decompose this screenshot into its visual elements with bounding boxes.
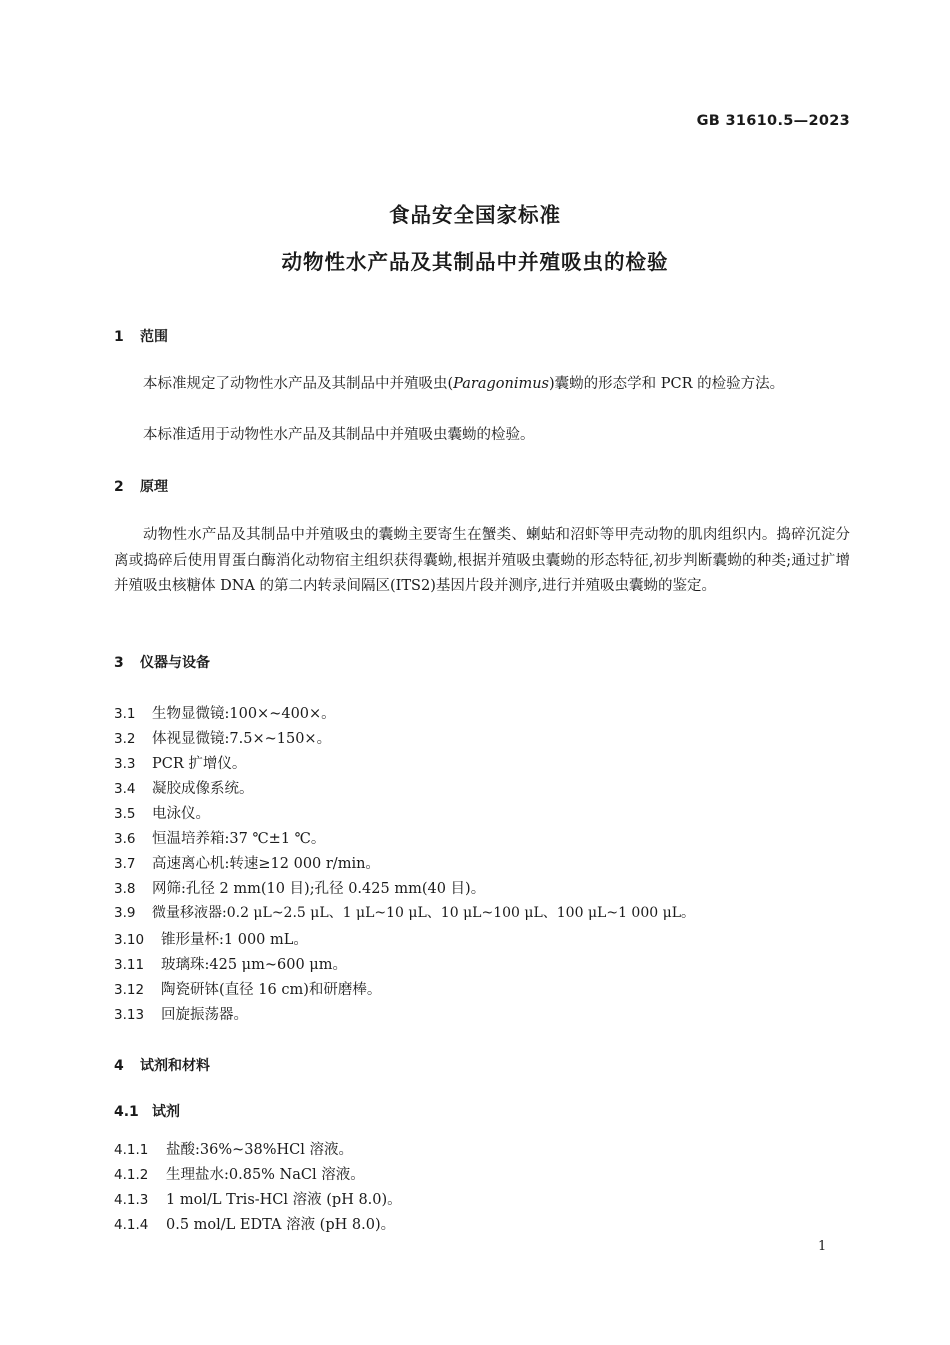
text-run: )囊蚴的形态学和 PCR 的检验方法。 [549, 376, 785, 392]
section-number: 2 [114, 479, 124, 495]
page-number: 1 [818, 1239, 827, 1254]
list-item: 3.8 网筛:孔径 2 mm(10 目);孔径 0.425 mm(40 目)。 [114, 881, 486, 897]
list-item: 3.11 玻璃珠:425 μm~600 μm。 [114, 957, 347, 973]
section-number: 4 [114, 1058, 124, 1074]
text-run: 本标准规定了动物性水产品及其制品中并殖吸虫( [143, 376, 454, 392]
paragraph [114, 372, 850, 398]
list-item: 3.6 恒温培养箱:37 ℃±1 ℃。 [114, 831, 326, 847]
list-item: 3.4 凝胶成像系统。 [114, 781, 254, 797]
standard-code: GB 31610.5—2023 [696, 113, 850, 129]
list-item: 3.2 体视显微镜:7.5×~150×。 [114, 731, 332, 747]
section-title: 仪器与设备 [140, 655, 210, 671]
section-number: 3 [114, 655, 124, 671]
list-item: 3.5 电泳仪。 [114, 806, 210, 822]
subsection-number: 4.1 [114, 1104, 139, 1120]
section-number: 1 [114, 329, 124, 345]
paragraph: 动物性水产品及其制品中并殖吸虫的囊蚴主要寄生在蟹类、蝲蛄和沼虾等甲壳动物的肌肉组织内。捣碎沉淀分离或捣碎后使用胃蛋白酶消化动物宿主组织获得囊蚴,根据并殖吸虫囊蚴的形态特征,初步判断囊蚴的种类;通过扩增并殖吸虫核糖体 DNA 的第二内转录间隔区(ITS2)基因片段并测序,进行并殖吸虫囊蚴的鉴定。 [114, 527, 850, 594]
list-item: 3.7 高速离心机:转速≥12 000 r/min。 [114, 856, 380, 872]
list-item: 4.1.1 盐酸:36%~38%HCl 溶液。 [114, 1142, 353, 1158]
list-item: 4.1.3 1 mol/L Tris-HCl 溶液 (pH 8.0)。 [114, 1192, 402, 1208]
list-item: 4.1.2 生理盐水:0.85% NaCl 溶液。 [114, 1167, 365, 1183]
latin-name: Paragonimus [453, 376, 549, 392]
paragraph: 本标准适用于动物性水产品及其制品中并殖吸虫囊蚴的检验。 [143, 427, 535, 443]
list-item: 3.9 微量移液器:0.2 μL~2.5 μL、1 μL~10 μL、10 μL~100 μL、100 μL~1 000 μL。 [114, 905, 695, 921]
subsection-heading-reagents [114, 1101, 180, 1121]
list-item: 4.1.4 0.5 mol/L EDTA 溶液 (pH 8.0)。 [114, 1217, 396, 1233]
list-item: 3.13 回旋振荡器。 [114, 1007, 248, 1023]
section-heading-principle [114, 476, 168, 496]
section-heading-scope [114, 326, 168, 346]
section-heading-reagents-materials [114, 1055, 210, 1075]
document-title: 食品安全国家标准 [389, 203, 561, 227]
section-title: 范围 [140, 329, 168, 345]
document-subtitle: 动物性水产品及其制品中并殖吸虫的检验 [281, 250, 669, 274]
section-heading-equipment [114, 652, 210, 672]
list-item: 3.10 锥形量杯:1 000 mL。 [114, 932, 308, 948]
section-title: 试剂和材料 [140, 1058, 210, 1074]
list-item: 3.1 生物显微镜:100×~400×。 [114, 706, 336, 722]
list-item: 3.12 陶瓷研钵(直径 16 cm)和研磨棒。 [114, 982, 382, 998]
list-item: 3.3 PCR 扩增仪。 [114, 756, 247, 772]
subsection-title: 试剂 [152, 1104, 180, 1120]
section-title: 原理 [140, 479, 168, 495]
